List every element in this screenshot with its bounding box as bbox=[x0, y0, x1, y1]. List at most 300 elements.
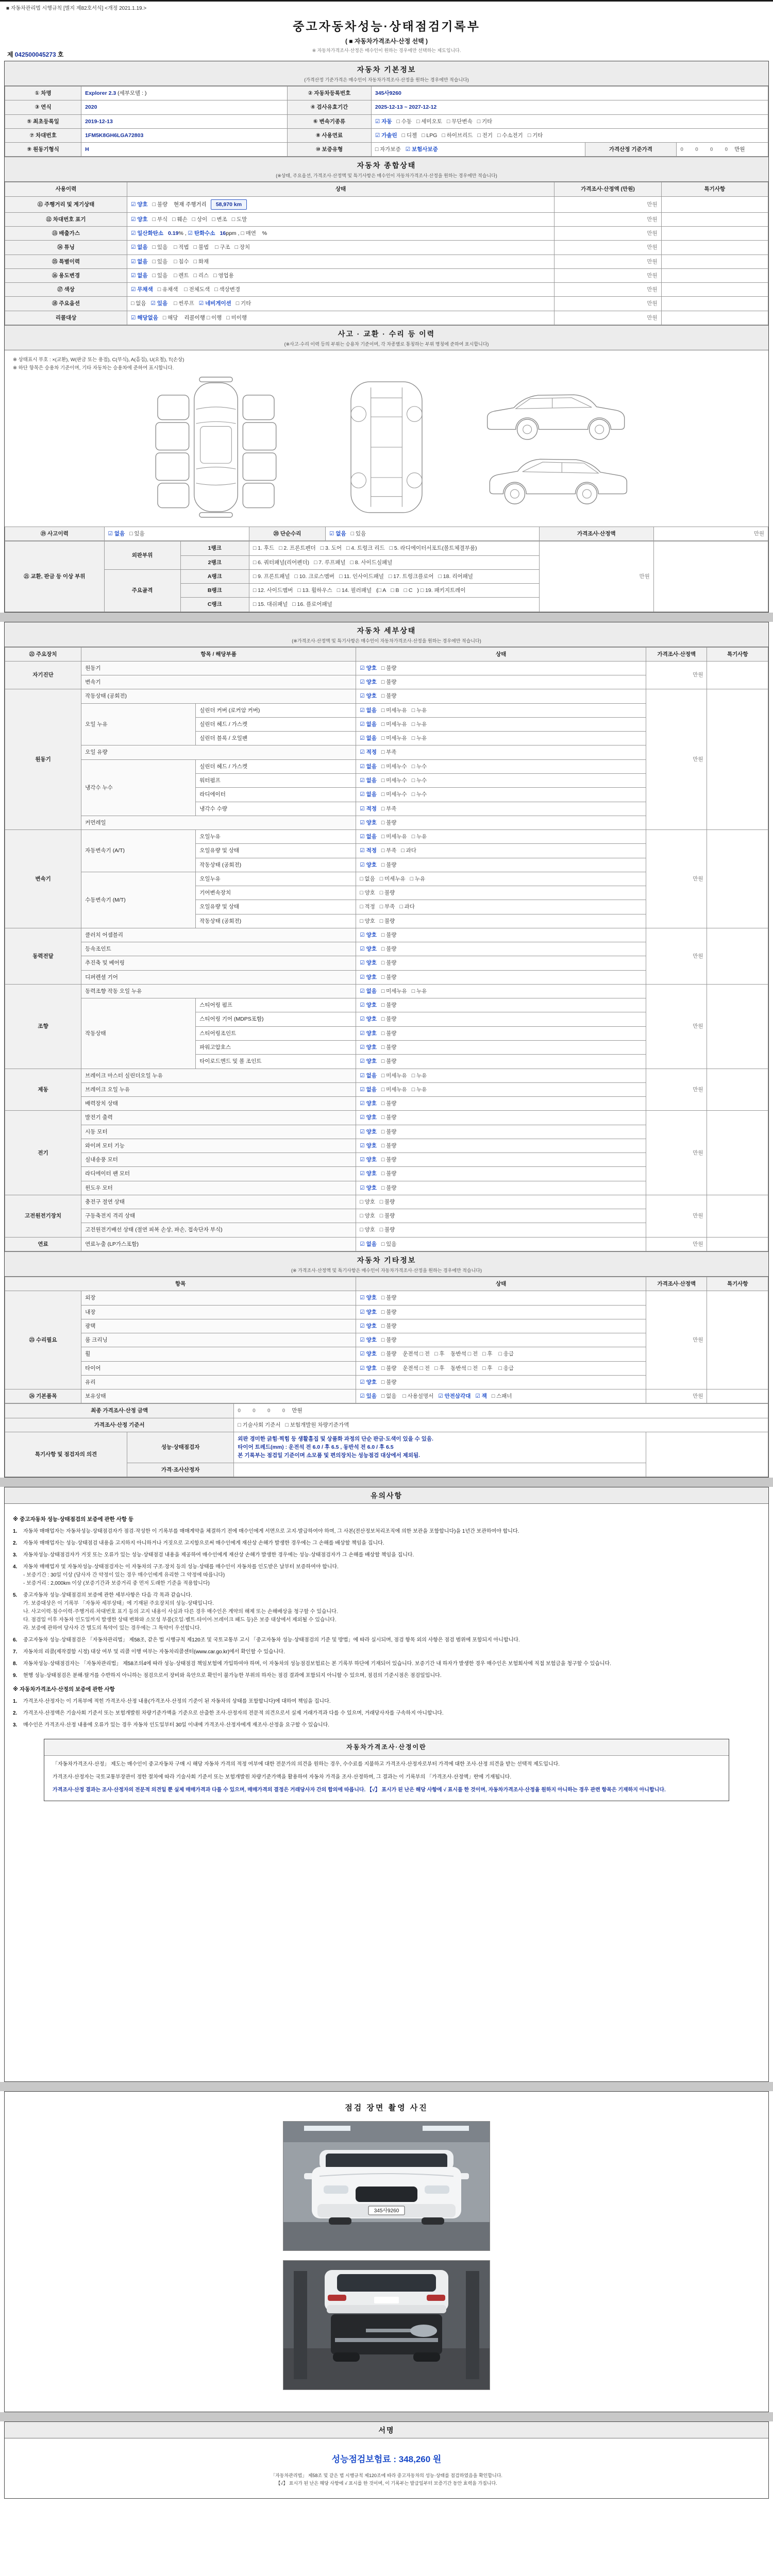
checkbox-checked[interactable]: ☑ 무채색 bbox=[130, 286, 153, 293]
label: (세부모델 : ) bbox=[116, 90, 147, 96]
checkbox-checked[interactable]: ☑ 있음 bbox=[360, 1393, 377, 1400]
checkbox-checked[interactable]: ☑ 양호 bbox=[360, 1142, 377, 1149]
checkbox-checked[interactable]: ☑ 없음 bbox=[360, 707, 377, 714]
checkbox-unchecked[interactable]: □ 부족 bbox=[381, 749, 397, 756]
checkbox-unchecked[interactable]: □ 누유 bbox=[411, 735, 427, 742]
checkbox-checked[interactable]: ☑ 일산화탄소 bbox=[130, 230, 163, 237]
checkbox-unchecked[interactable]: □ 세미오토 bbox=[416, 118, 442, 125]
unit-label: 만원 bbox=[647, 201, 658, 208]
unit-label: 만원 bbox=[647, 300, 658, 307]
checkbox-unchecked[interactable]: □ 불량 bbox=[381, 1030, 397, 1037]
label: 리콜대상 bbox=[55, 314, 77, 321]
checkbox-unchecked[interactable]: □ 이행 bbox=[206, 314, 222, 321]
checkbox-unchecked[interactable]: □ 유채색 bbox=[157, 286, 178, 293]
checkbox-unchecked[interactable]: □ 리스 bbox=[193, 272, 209, 279]
checkbox-group bbox=[360, 820, 401, 826]
checkbox-unchecked[interactable]: □ 과다 bbox=[399, 904, 415, 910]
checkbox-checked[interactable]: ☑ 없음 bbox=[329, 530, 346, 537]
checkbox-unchecked[interactable]: □ LPG bbox=[422, 132, 438, 139]
cell bbox=[356, 1139, 646, 1153]
checkbox-unchecked[interactable]: □ B bbox=[391, 587, 399, 594]
cell bbox=[356, 1291, 646, 1305]
cell bbox=[81, 928, 356, 942]
checkbox-unchecked[interactable]: □ 후 bbox=[482, 1365, 493, 1371]
panel-photos bbox=[4, 2091, 769, 2412]
checkbox-unchecked[interactable]: □ 불량 bbox=[381, 1044, 397, 1051]
checkbox-unchecked[interactable]: □ 전 bbox=[467, 1365, 478, 1371]
checkbox-unchecked[interactable]: □ 후 bbox=[434, 1351, 445, 1358]
label: 윈도우 모터 bbox=[85, 1184, 113, 1191]
cell bbox=[371, 87, 768, 100]
checkbox-unchecked[interactable]: □ 보험개발원 차량기준가액 bbox=[285, 1421, 349, 1428]
label: 가격조사·산정액 bbox=[657, 651, 696, 657]
checkbox-unchecked[interactable]: □ 불량 bbox=[381, 819, 397, 826]
checkbox-unchecked[interactable]: □ 전 bbox=[419, 1365, 430, 1371]
checkbox-unchecked[interactable]: □ 불량 bbox=[379, 918, 395, 924]
cell bbox=[356, 732, 646, 745]
label: 만원 bbox=[733, 146, 745, 153]
checkbox-group bbox=[360, 862, 401, 868]
label: 현재 주행거리 bbox=[172, 201, 207, 208]
checkbox-unchecked[interactable]: □ 미이행 bbox=[226, 314, 247, 321]
label: 실린더 헤드 / 가스켓 bbox=[199, 763, 248, 770]
checkbox-checked[interactable]: ☑ 양호 bbox=[360, 974, 377, 980]
checkbox-unchecked[interactable]: □ 있음 bbox=[152, 258, 168, 265]
checkbox-checked[interactable]: ☑ 양호 bbox=[360, 1323, 377, 1329]
checkbox-unchecked[interactable]: □ 기타 bbox=[527, 132, 543, 139]
label: ⑧ 사용연료 bbox=[315, 132, 343, 139]
checkbox-unchecked[interactable]: □ 12. 사이드멤버 bbox=[253, 587, 293, 594]
checkbox-unchecked[interactable]: □ 수소전기 bbox=[497, 132, 523, 139]
checkbox-unchecked[interactable]: □ 불량 bbox=[381, 974, 397, 980]
checkbox-unchecked[interactable]: □ 불량 bbox=[379, 1213, 395, 1219]
checkbox-unchecked[interactable]: □ 19. 패키지트레이 bbox=[420, 587, 466, 594]
checkbox-unchecked[interactable]: □ 수동 bbox=[396, 118, 412, 125]
checkbox-unchecked[interactable]: □ 디젤 bbox=[401, 132, 417, 139]
checkbox-unchecked[interactable]: □ 후 bbox=[434, 1365, 445, 1371]
checkbox-unchecked[interactable]: □ 불량 bbox=[381, 960, 397, 967]
checkbox-unchecked[interactable]: □ 누유 bbox=[411, 707, 427, 714]
checkbox-checked[interactable]: ☑ 양호 bbox=[360, 1351, 377, 1358]
checkbox-unchecked[interactable]: □ 불량 bbox=[381, 1379, 397, 1385]
page-subtitle-note: ※ 자동차가격조사·산정은 매수인이 원하는 경우에만 선택하는 제도입니다. bbox=[312, 48, 461, 53]
checkbox-unchecked[interactable]: □ 있음 bbox=[152, 244, 168, 251]
checkbox-unchecked[interactable]: □ 썬루프 bbox=[174, 300, 194, 307]
checkbox-unchecked[interactable]: □ C bbox=[404, 587, 413, 594]
checkbox-unchecked[interactable]: □ 미세누유 bbox=[381, 1072, 407, 1079]
checkbox-unchecked[interactable]: □ 불량 bbox=[381, 931, 397, 938]
checkbox-unchecked[interactable]: □ 불량 bbox=[381, 1016, 397, 1023]
checkbox-unchecked[interactable]: □ 누수 bbox=[411, 763, 427, 770]
checkbox-checked[interactable]: ☑ 없음 bbox=[360, 791, 377, 798]
notice-item-text: 가격조사·산정자는 이 기록부에 적힌 가격조사·산정 내용(가격조사·산정의 기준이 된 자동차의 상태를 포함합니다)에 대하여 책임을 집니다. bbox=[23, 1698, 331, 1704]
checkbox-checked[interactable]: ☑ 양호 bbox=[360, 931, 377, 938]
cell bbox=[81, 970, 356, 984]
checkbox-unchecked[interactable]: □ 전 bbox=[467, 1351, 478, 1358]
checkbox-unchecked[interactable]: □ 미세누수 bbox=[381, 791, 407, 798]
checkbox-unchecked[interactable]: □ 있음 bbox=[381, 1241, 397, 1247]
checkbox-unchecked[interactable]: □ 과다 bbox=[401, 848, 416, 854]
checkbox-checked[interactable]: ☑ 양호 bbox=[360, 1184, 377, 1191]
cell bbox=[707, 928, 768, 984]
checkbox-unchecked[interactable]: □ 불량 bbox=[379, 890, 395, 896]
checkbox-unchecked[interactable]: □ 누유 bbox=[411, 1072, 427, 1079]
checkbox-checked[interactable]: ☑ 보험사보증 bbox=[405, 146, 438, 153]
checkbox-checked[interactable]: ☑ 양호 bbox=[360, 679, 377, 686]
cell bbox=[5, 1195, 81, 1237]
checkbox-unchecked[interactable]: □ 불량 bbox=[152, 201, 168, 208]
checkbox-unchecked[interactable]: □ 불량 bbox=[381, 693, 397, 700]
checkbox-unchecked[interactable]: □ 미세누유 bbox=[381, 707, 407, 714]
cell bbox=[356, 802, 646, 816]
checkbox-unchecked[interactable]: □ 미세누수 bbox=[381, 777, 407, 784]
checkbox-checked[interactable]: ☑ 잭 bbox=[475, 1393, 487, 1400]
photos-title: 점검 장면 촬영 사진 bbox=[345, 2103, 428, 2112]
label: ⑥ 변속기종류 bbox=[313, 118, 346, 125]
checkbox-checked[interactable]: ☑ 양호 bbox=[360, 1128, 377, 1135]
checkbox-checked[interactable]: ☑ 양호 bbox=[360, 1044, 377, 1051]
checkbox-unchecked[interactable]: □ 6. 쿼터패널(리어펜더) bbox=[253, 559, 309, 566]
checkbox-unchecked[interactable]: □ 불량 bbox=[381, 1142, 397, 1149]
checkbox-checked[interactable]: ☑ 양호 bbox=[360, 946, 377, 953]
label: 보유상태 bbox=[85, 1393, 106, 1400]
car-diagram-exterior-unfolded bbox=[128, 375, 304, 519]
checkbox-unchecked[interactable]: □ 기타 bbox=[477, 118, 493, 125]
checkbox-unchecked[interactable]: □ 스패너 bbox=[491, 1393, 512, 1400]
checkbox-unchecked[interactable]: □ 미세누유 bbox=[381, 735, 407, 742]
cell bbox=[661, 227, 768, 241]
checkbox-unchecked[interactable]: □ 양호 bbox=[360, 890, 375, 896]
checkbox-unchecked[interactable]: □ 불량 bbox=[381, 946, 397, 953]
checkbox-unchecked[interactable]: □ 11. 인사이드패널 bbox=[339, 573, 384, 580]
checkbox-unchecked[interactable]: □ 2. 프론트펜더 bbox=[279, 545, 316, 552]
cell bbox=[356, 1125, 646, 1139]
checkbox-unchecked[interactable]: □ 양호 bbox=[360, 918, 375, 924]
checkbox-checked[interactable]: ☑ 양호 bbox=[360, 1171, 377, 1177]
checkbox-checked[interactable]: ☑ 적정 bbox=[360, 848, 377, 854]
label: 1랭크 bbox=[208, 545, 222, 552]
label: 자동변속기 (A/T) bbox=[85, 848, 125, 854]
checkbox-unchecked[interactable]: □ 1. 후드 bbox=[253, 545, 275, 552]
checkbox-unchecked[interactable]: □ 누유 bbox=[411, 834, 427, 840]
checkbox-unchecked[interactable]: □ 불량 bbox=[381, 1184, 397, 1191]
checkbox-checked[interactable]: ☑ 적정 bbox=[360, 805, 377, 812]
checkbox-unchecked[interactable]: □ 불량 bbox=[379, 1227, 395, 1233]
label: ㉒ 주요장치 bbox=[29, 651, 57, 657]
checkbox-unchecked[interactable]: □ 4. 트렁크 리드 bbox=[346, 545, 385, 552]
checkbox-unchecked[interactable]: □ 부족 bbox=[379, 904, 395, 910]
notice-item-text: 가격조사·산정액은 기술사회 기준서 또는 보험개발원 차량기준가액을 기준으로 산출한 조사·산정자의 전문적 의견으로서 실제 거래가격과 다를 수 있으며, 거래당사자를 구속하지 아니합니다. bbox=[23, 1710, 444, 1716]
checkbox-unchecked[interactable]: □ 누유 bbox=[411, 1086, 427, 1093]
notice-item-subtext: 라. 보증에 관하여 당사자 간 별도의 특약이 있는 경우에는 그 특약이 우선합니다. bbox=[23, 1625, 201, 1631]
notice-item-subtext: 나. 사고이력·침수이력·주행거리·차대번호 표기 등의 고지 내용이 사실과 다른 경우 매수인은 계약의 해제 또는 손해배상을 청구할 수 있습니다. bbox=[23, 1608, 338, 1615]
checkbox-unchecked[interactable]: □ 5. 라디에이터서포트(볼트체결부품) bbox=[389, 545, 477, 552]
checkbox-unchecked[interactable]: □ 누유 bbox=[411, 988, 427, 994]
checkbox-unchecked[interactable]: □ 미세누유 bbox=[381, 721, 407, 727]
checkbox-checked[interactable]: ☑ 없음 bbox=[130, 258, 148, 265]
checkbox-unchecked[interactable]: □ 불량 bbox=[381, 1295, 397, 1301]
checkbox-unchecked[interactable]: □ 해당 bbox=[162, 314, 178, 321]
checkbox-unchecked[interactable]: □ 불량 bbox=[381, 1365, 397, 1371]
checkbox-checked[interactable]: ☑ 해당없음 bbox=[130, 314, 158, 321]
checkbox-unchecked[interactable]: □ 누유 bbox=[411, 721, 427, 727]
unit-label: 만원 bbox=[693, 1337, 703, 1344]
unit-label: 만원 bbox=[693, 1023, 703, 1030]
checkbox-unchecked[interactable]: □ 하이브리드 bbox=[442, 132, 473, 139]
diagram-legend-2: ※ 하단 항목은 승용차 기준이며, 기타 자동차는 승용차에 준하여 표시합니다. bbox=[13, 365, 174, 371]
placeholder-digits: 0 0 0 0 bbox=[680, 146, 733, 153]
checkbox-checked[interactable]: ☑ 양호 bbox=[360, 1309, 377, 1315]
checkbox-checked[interactable]: ☑ 가솔린 bbox=[375, 132, 397, 139]
checkbox-unchecked[interactable]: □ 불량 bbox=[381, 679, 397, 686]
checkbox-unchecked[interactable]: □ 양호 bbox=[360, 1227, 375, 1233]
checkbox-checked[interactable]: ☑ 양호 bbox=[360, 819, 377, 826]
checkbox-unchecked[interactable]: □ 9. 프론트패널 bbox=[253, 573, 290, 580]
checkbox-checked[interactable]: ☑ 탄화수소 bbox=[188, 230, 215, 237]
checkbox-checked[interactable]: ☑ 양호 bbox=[360, 960, 377, 967]
checkbox-unchecked[interactable]: □ 불량 bbox=[381, 1002, 397, 1009]
checkbox-checked[interactable]: ☑ 양호 bbox=[360, 1002, 377, 1009]
checkbox-unchecked[interactable]: □ 누수 bbox=[411, 777, 427, 784]
cell bbox=[371, 143, 585, 157]
checkbox-unchecked[interactable]: □ 불량 bbox=[381, 1058, 397, 1065]
section-detail-header bbox=[5, 622, 768, 647]
checkbox-group bbox=[360, 1185, 401, 1191]
label: 변속기 bbox=[85, 679, 101, 686]
table-row bbox=[5, 283, 768, 297]
checkbox-checked[interactable]: ☑ 양호 bbox=[360, 1157, 377, 1163]
checkbox-checked[interactable]: ☑ 없음 bbox=[360, 1072, 377, 1079]
cell bbox=[196, 759, 356, 773]
checkbox-unchecked[interactable]: □ 부족 bbox=[381, 805, 397, 812]
label: 오일 누유 bbox=[85, 721, 108, 727]
section-gap bbox=[0, 1478, 773, 1487]
checkbox-checked[interactable]: ☑ 적정 bbox=[360, 749, 377, 756]
checkbox-checked[interactable]: ☑ 양호 bbox=[360, 1016, 377, 1023]
checkbox-checked[interactable]: ☑ 없음 bbox=[130, 244, 148, 251]
label: 추진축 및 베어링 bbox=[85, 960, 125, 967]
checkbox-unchecked[interactable]: □ 16. 플로어패널 bbox=[292, 601, 332, 608]
checkbox-unchecked[interactable]: □ 후 bbox=[482, 1351, 493, 1358]
accident-diagram-area bbox=[5, 350, 768, 527]
checkbox-checked[interactable]: ☑ 없음 bbox=[360, 988, 377, 994]
label: 오일 유량 bbox=[85, 749, 108, 756]
checkbox-unchecked[interactable]: □ 불량 bbox=[381, 665, 397, 671]
checkbox-checked[interactable]: ☑ 양호 bbox=[360, 1100, 377, 1107]
checkbox-unchecked[interactable]: □ 누유 bbox=[410, 875, 426, 882]
checkbox-unchecked[interactable]: □ 전체도색 bbox=[184, 286, 210, 293]
checkbox-checked[interactable]: ☑ 없음 bbox=[108, 530, 125, 537]
cell bbox=[127, 212, 554, 226]
checkbox-checked[interactable]: ☑ 없음 bbox=[360, 834, 377, 840]
checkbox-checked[interactable]: ☑ 양호 bbox=[360, 1058, 377, 1065]
checkbox-unchecked[interactable]: □ 불량 bbox=[381, 1323, 397, 1329]
label: 파워고압호스 bbox=[199, 1044, 231, 1051]
checkbox-checked[interactable]: ☑ 없음 bbox=[360, 1086, 377, 1093]
checkbox-checked[interactable]: ☑ 양호 bbox=[360, 1379, 377, 1385]
checkbox-checked[interactable]: ☑ 양호 bbox=[360, 665, 377, 671]
cell bbox=[707, 1195, 768, 1237]
checkbox-unchecked[interactable]: □ 양호 bbox=[360, 1198, 375, 1205]
checkbox-unchecked[interactable]: □ 부족 bbox=[381, 848, 397, 854]
checkbox-unchecked[interactable]: □ 14. 필러패널 bbox=[337, 587, 372, 594]
label: ⑪ 주행거리 및 계기상태 bbox=[37, 201, 95, 208]
checkbox-unchecked[interactable]: □ 불량 bbox=[381, 1309, 397, 1315]
checkbox-checked[interactable]: ☑ 양호 bbox=[360, 1114, 377, 1121]
checkbox-unchecked[interactable]: □ 8. 사이드실패널 bbox=[350, 559, 393, 566]
checkbox-checked[interactable]: ☑ 양호 bbox=[360, 1030, 377, 1037]
checkbox-checked[interactable]: ☑ 없음 bbox=[360, 1241, 377, 1247]
label: 가격·조사산정자 bbox=[161, 1466, 200, 1473]
checkbox-unchecked[interactable]: □ 구조 bbox=[215, 244, 230, 251]
checkbox-group bbox=[360, 1016, 401, 1022]
checkbox-unchecked[interactable]: □ 미세누유 bbox=[379, 875, 406, 882]
cell bbox=[356, 1237, 646, 1251]
label: 원동기 bbox=[35, 756, 51, 763]
cell bbox=[81, 1333, 356, 1347]
cell bbox=[539, 527, 653, 540]
checkbox-checked[interactable]: ☑ 있음 bbox=[150, 300, 168, 307]
car-diagram-underbody-skeleton bbox=[327, 375, 446, 519]
checkbox-unchecked[interactable]: □ 18. 리어패널 bbox=[438, 573, 473, 580]
checkbox-unchecked[interactable]: □ 불량 bbox=[381, 1351, 397, 1358]
checkbox-unchecked[interactable]: □ 기타 bbox=[236, 300, 251, 307]
checkbox-unchecked[interactable]: □ 불량 bbox=[381, 1157, 397, 1163]
checkbox-unchecked[interactable]: □ 15. 대쉬패널 bbox=[253, 601, 288, 608]
checkbox-checked[interactable]: ☑ 없음 bbox=[360, 763, 377, 770]
checkbox-unchecked[interactable]: □ 영업용 bbox=[213, 272, 234, 279]
checkbox-unchecked[interactable]: □ 미세누유 bbox=[381, 834, 407, 840]
checkbox-unchecked[interactable]: □ 불량 bbox=[381, 1337, 397, 1344]
checkbox-checked[interactable]: ☑ 네비게이션 bbox=[198, 300, 231, 307]
checkbox-unchecked[interactable]: □ 7. 루프패널 bbox=[313, 559, 346, 566]
cell bbox=[127, 255, 554, 268]
checkbox-unchecked[interactable]: □ 있음 bbox=[350, 530, 366, 537]
cell bbox=[81, 745, 356, 759]
checkbox-unchecked[interactable]: □ A bbox=[378, 587, 386, 594]
checkbox-unchecked[interactable]: □ 변조 bbox=[212, 216, 227, 223]
cell bbox=[707, 1291, 768, 1389]
checkbox-unchecked[interactable]: □ 10. 크로스멤버 bbox=[294, 573, 335, 580]
checkbox-unchecked[interactable]: □ 전 bbox=[419, 1351, 430, 1358]
cell bbox=[287, 87, 371, 100]
checkbox-unchecked[interactable]: □ 응급 bbox=[498, 1365, 514, 1371]
cell bbox=[5, 1277, 356, 1291]
notice-item-text: 자동차성능·상태점검자는 「자동차관리법」 제58조의4에 따라 성능·상태점검 책임보험에 가입하여야 하며, 이 자동차의 성능점검보험료는 본 기록부 하단에 기재되어 있습니다. 보증기간 내 하자가 발생한 경우 매수인은 보험회사에 직접 보험금을 청구할 수 있습니다. bbox=[23, 1660, 611, 1667]
checkbox-checked[interactable]: ☑ 양호 bbox=[360, 1337, 377, 1344]
checkbox-unchecked[interactable]: □ 불법 bbox=[193, 244, 209, 251]
checkbox-unchecked[interactable]: □ 화재 bbox=[193, 258, 209, 265]
checkbox-unchecked[interactable]: □ 렌트 bbox=[174, 272, 189, 279]
checkbox-unchecked[interactable]: □ 있음 bbox=[152, 272, 168, 279]
label: 주요골격 bbox=[131, 587, 153, 594]
checkbox-checked[interactable]: ☑ 없음 bbox=[360, 777, 377, 784]
checkbox-group bbox=[360, 876, 430, 882]
checkbox-unchecked[interactable]: □ 도말 bbox=[231, 216, 247, 223]
label: 실린더 커버 (로커암 커버) bbox=[199, 707, 260, 714]
checkbox-unchecked[interactable]: □ 3. 도어 bbox=[320, 545, 342, 552]
cell bbox=[661, 182, 768, 196]
checkbox-unchecked[interactable]: □ 없음 bbox=[130, 300, 146, 307]
checkbox-checked[interactable]: ☑ 자동 bbox=[375, 118, 392, 125]
checkbox-group bbox=[360, 1295, 401, 1301]
cell bbox=[356, 844, 646, 858]
cell bbox=[356, 1082, 646, 1096]
label: 발전기 출력 bbox=[85, 1114, 113, 1121]
checkbox-unchecked[interactable]: □ 전기 bbox=[477, 132, 493, 139]
label: 디퍼렌셜 기어 bbox=[85, 974, 118, 980]
label: 가격조사·산정액 bbox=[657, 1281, 696, 1287]
checkbox-unchecked[interactable]: □ 무단변속 bbox=[446, 118, 473, 125]
checkbox-unchecked[interactable]: □ 불량 bbox=[381, 1128, 397, 1135]
checkbox-unchecked[interactable]: □ 훼손 bbox=[172, 216, 188, 223]
cell bbox=[81, 87, 288, 100]
label: ⑭ 튜닝 bbox=[57, 244, 75, 251]
checkbox-checked[interactable]: ☑ 안전삼각대 bbox=[438, 1393, 471, 1400]
checkbox-unchecked[interactable]: □ 양호 bbox=[360, 1213, 375, 1219]
checkbox-unchecked[interactable]: □ 침수 bbox=[174, 258, 189, 265]
doc-no-prefix: 제 bbox=[7, 51, 13, 58]
checkbox-unchecked[interactable]: □ 13. 휠하우스 bbox=[297, 587, 332, 594]
checkbox-checked[interactable]: ☑ 양호 bbox=[130, 201, 148, 208]
checkbox-unchecked[interactable]: □ 자가보증 bbox=[375, 146, 401, 153]
cell bbox=[196, 1055, 356, 1069]
checkbox-checked[interactable]: ☑ 양호 bbox=[360, 861, 377, 868]
cell bbox=[356, 816, 646, 829]
checkbox-unchecked[interactable]: □ 상이 bbox=[192, 216, 208, 223]
checkbox-unchecked[interactable]: □ 미세누유 bbox=[381, 1086, 407, 1093]
checkbox-group bbox=[360, 1227, 399, 1233]
checkbox-unchecked[interactable]: □ 장치 bbox=[234, 244, 250, 251]
checkbox-unchecked[interactable]: □ 불량 bbox=[381, 861, 397, 868]
field-value: 타이어 트레드(mm) : 운전석 전 6.0 / 후 6.5 , 동반석 전 6.0 / 후 6.5 bbox=[238, 1444, 394, 1451]
checkbox-unchecked[interactable]: □ 부식 bbox=[152, 216, 168, 223]
checkbox-checked[interactable]: ☑ 없음 bbox=[360, 721, 377, 727]
checkbox-checked[interactable]: ☑ 양호 bbox=[130, 216, 148, 223]
checkbox-checked[interactable]: ☑ 양호 bbox=[360, 693, 377, 700]
checkbox-unchecked[interactable]: □ 없음 bbox=[381, 1393, 397, 1400]
checkbox-checked[interactable]: ☑ 없음 bbox=[360, 735, 377, 742]
checkbox-unchecked[interactable]: □ 없음 bbox=[360, 875, 375, 882]
cell bbox=[356, 745, 646, 759]
checkbox-unchecked[interactable]: □ 응급 bbox=[498, 1351, 514, 1358]
checkbox-checked[interactable]: ☑ 양호 bbox=[360, 1295, 377, 1301]
cell bbox=[5, 241, 127, 255]
checkbox-unchecked[interactable]: □ 적정 bbox=[360, 904, 375, 910]
checkbox-unchecked[interactable]: □ 미세누수 bbox=[381, 763, 407, 770]
highlight-value: 58,970 km bbox=[211, 199, 247, 210]
checkbox-unchecked[interactable]: □ 미세누유 bbox=[381, 988, 407, 994]
checkbox-unchecked[interactable]: □ 색상변경 bbox=[214, 286, 241, 293]
checkbox-unchecked[interactable]: □ 기술사회 기준서 bbox=[238, 1421, 281, 1428]
checkbox-unchecked[interactable]: □ 사용설명서 bbox=[402, 1393, 434, 1400]
checkbox-unchecked[interactable]: □ 매연 bbox=[241, 230, 256, 237]
checkbox-unchecked[interactable]: □ 있음 bbox=[129, 530, 145, 537]
checkbox-unchecked[interactable]: □ 불량 bbox=[381, 1171, 397, 1177]
section-title: 유의사항 bbox=[370, 1491, 403, 1500]
checkbox-unchecked[interactable]: □ 적법 bbox=[174, 244, 189, 251]
checkbox-unchecked[interactable]: □ 불량 bbox=[379, 1198, 395, 1205]
checkbox-unchecked[interactable]: □ 17. 트렁크플로어 bbox=[388, 573, 434, 580]
label: ① 차명 bbox=[35, 90, 52, 96]
checkbox-unchecked[interactable]: □ 불량 bbox=[381, 1114, 397, 1121]
cell bbox=[661, 241, 768, 255]
notice-item-text: 자동차 매매업자는 자동차성능·상태점검자가 점검·작성한 이 기록부를 매매계약을 체결하기 전에 매수인에게 서면으로 고지·발급하여야 하며, 그 사본(전산정보처리조직에 의한 보관을 포함합니다)을 1년간 보관하여야 합니다. bbox=[23, 1528, 519, 1534]
checkbox-unchecked[interactable]: □ 불량 bbox=[381, 1100, 397, 1107]
checkbox-checked[interactable]: ☑ 없음 bbox=[130, 272, 148, 279]
checkbox-unchecked[interactable]: □ 누수 bbox=[411, 791, 427, 798]
checkbox-checked[interactable]: ☑ 양호 bbox=[360, 1365, 377, 1371]
